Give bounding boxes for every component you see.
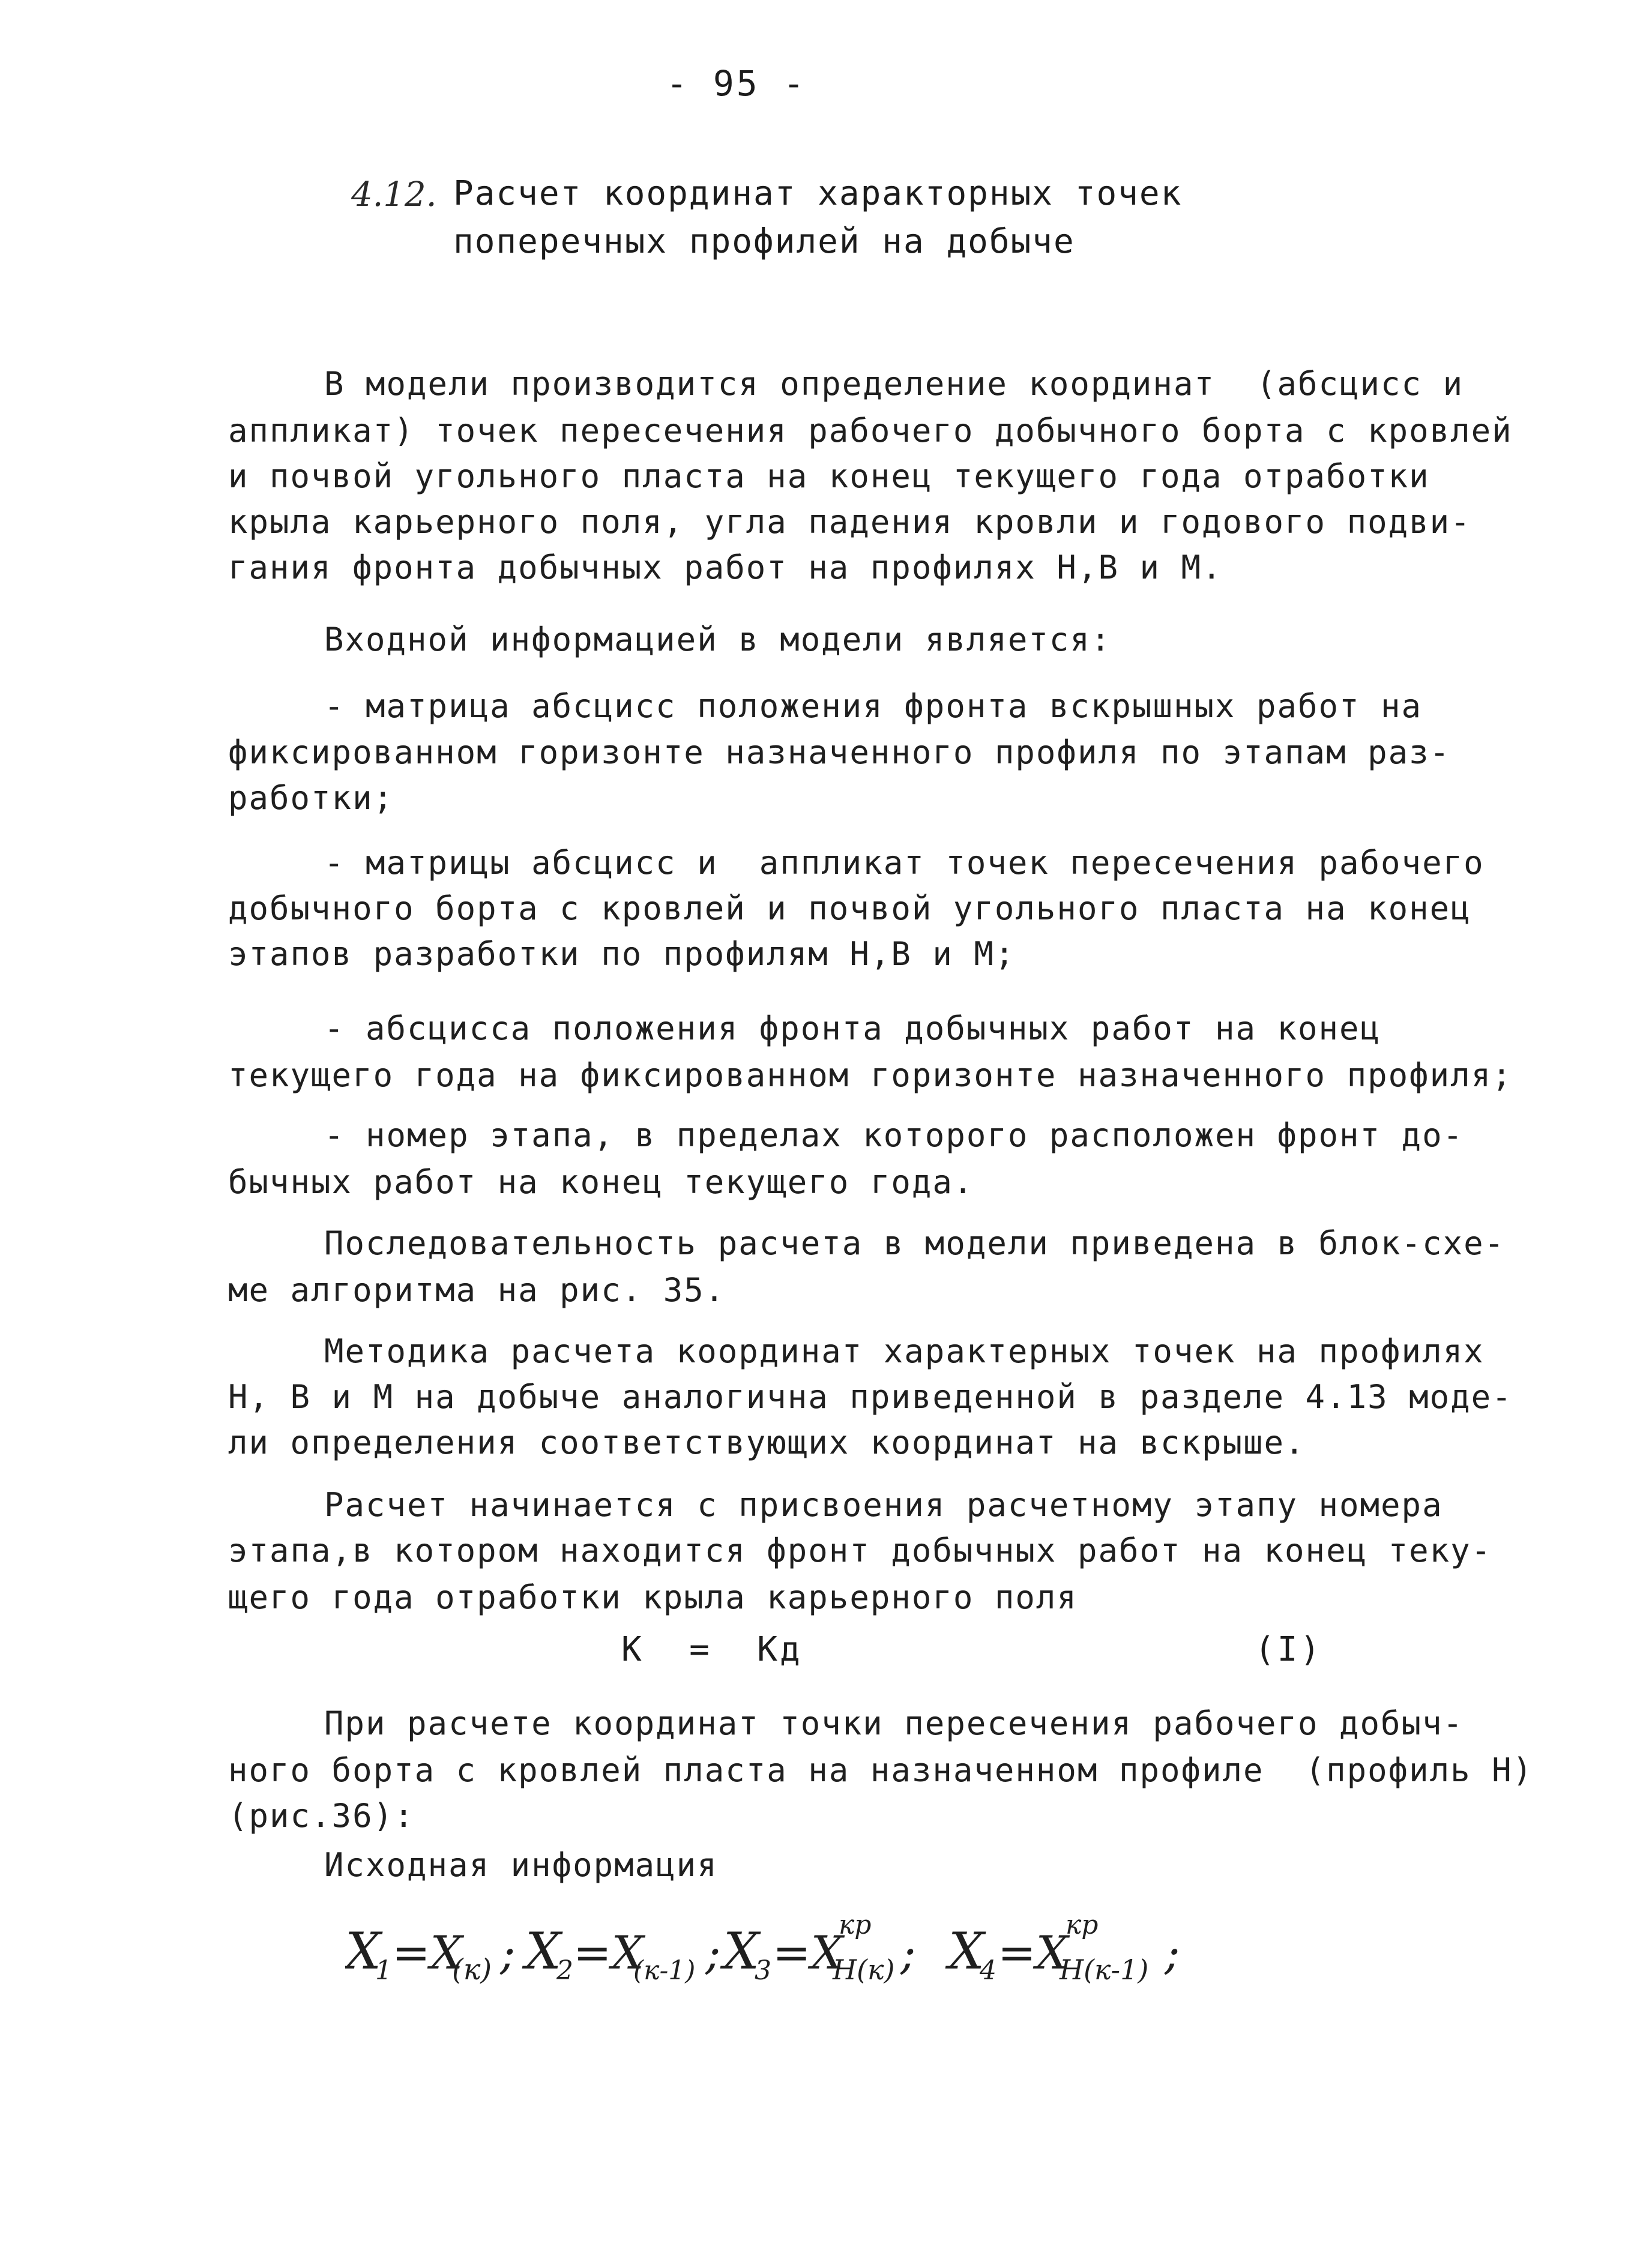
paragraph-10-line: (рис.36): xyxy=(228,1797,415,1835)
list-item-line: - матрица абсцисс положения фронта вскрышных работ на xyxy=(324,687,1423,725)
paragraph-9-line: щего года отработки крыла карьерного поля xyxy=(228,1578,1078,1616)
formula-sep: ; xyxy=(500,1926,516,1979)
formula-x2-rhs: =X xyxy=(573,1926,644,1979)
list-item-line: текущего года на фиксированном горизонте назначенного профиля; xyxy=(228,1056,1513,1094)
paragraph-9-line: этапа,в котором находится фронт добычных работ на конец теку- xyxy=(228,1532,1492,1569)
formula-x1: X xyxy=(345,1922,381,1981)
formula-x2-rhs-sub: (к-1) xyxy=(633,1955,696,1986)
list-item-line: работки; xyxy=(228,779,394,817)
section-title-line-2: поперечных профилей на добыче xyxy=(453,222,1075,261)
paragraph-10-line: ного борта с кровлей пласта на назначенном профиле (профиль Н) xyxy=(228,1751,1534,1789)
formula-x1-rhs: =X xyxy=(392,1926,463,1979)
paragraph-1-line: крыла карьерного поля, угла падения кровли и годового подви- xyxy=(228,503,1471,541)
paragraph-7-line: Последовательность расчета в модели приведена в блок-схе- xyxy=(324,1224,1506,1262)
formula-x2-sub: 2 xyxy=(556,1955,573,1986)
formula-x3-rhs: =X xyxy=(773,1926,843,1979)
formula-sep: ; xyxy=(1165,1926,1180,1979)
list-item-line: - матрицы абсцисс и аппликат точек пересечения рабочего xyxy=(324,844,1485,882)
list-item-line: - номер этапа, в пределах которого расположен фронт до- xyxy=(324,1116,1464,1154)
formula-x4-sub: 4 xyxy=(980,1955,996,1986)
list-item-line: этапов разработки по профилям Н,В и М; xyxy=(228,935,1016,973)
paragraph-8-line: ли определения соответствующих координат на вскрыше. xyxy=(228,1424,1306,1461)
paragraph-11-line: Исходная информация xyxy=(324,1846,718,1884)
formula-x1-rhs-sub: (к) xyxy=(452,1953,492,1987)
formula-x4-rhs-sub: Н(к-1) xyxy=(1060,1954,1149,1986)
paragraph-1-line: и почвой угольного пласта на конец текущего года отработки xyxy=(228,457,1430,495)
formula-x1-sub: 1 xyxy=(375,1955,392,1986)
list-item-line: бычных работ на конец текущего года. xyxy=(228,1163,974,1201)
handwritten-formula xyxy=(345,1909,1366,1999)
paragraph-1-line: гания фронта добычных работ на профилях Н,В и М. xyxy=(228,549,1223,586)
formula-k-equals-kd: К = Кд xyxy=(621,1630,803,1669)
section-number: 4.12. xyxy=(351,175,437,214)
formula-x4: X xyxy=(948,1922,984,1981)
list-item-line: фиксированном горизонте назначенного профиля по этапам раз- xyxy=(228,733,1451,771)
formula-x3-sub: 3 xyxy=(755,1955,771,1986)
formula-x2: X xyxy=(525,1922,561,1981)
paragraph-1-line: аппликат) точек пересечения рабочего добычного борта с кровлей xyxy=(228,412,1513,450)
page-number: - 95 - xyxy=(666,63,807,104)
paragraph-1-line: В модели производится определение координат (абсцисс и xyxy=(324,365,1464,403)
paragraph-8-line: Н, В и М на добыче аналогична приведенной в разделе 4.13 моде- xyxy=(228,1378,1513,1416)
formula-x3: X xyxy=(723,1922,759,1981)
paragraph-2-line: Входной информацией в модели является: xyxy=(324,621,1112,658)
section-title-line-1: Расчет координат характорных точек xyxy=(453,174,1183,213)
formula-sep: ; xyxy=(900,1926,916,1979)
formula-x4-rhs: =X xyxy=(998,1926,1069,1979)
list-item-line: - абсцисса положения фронта добычных работ на конец xyxy=(324,1009,1381,1047)
formula-sep: ; xyxy=(705,1926,721,1979)
paragraph-9-line: Расчет начинается с присвоения расчетному этапу номера xyxy=(324,1486,1443,1524)
paragraph-10-line: При расчете координат точки пересечения рабочего добыч- xyxy=(324,1704,1464,1742)
list-item-line: добычного борта с кровлей и почвой угольного пласта на конец xyxy=(228,889,1471,927)
formula-x3-rhs-sup: кр xyxy=(839,1910,872,1940)
formula-x3-rhs-sub: Н(к) xyxy=(833,1954,895,1986)
paragraph-7-line: ме алгоритма на рис. 35. xyxy=(228,1271,726,1309)
formula-number: (I) xyxy=(1255,1630,1323,1669)
formula-x4-rhs-sup: кр xyxy=(1066,1910,1099,1940)
paragraph-8-line: Методика расчета координат характерных точек на профилях xyxy=(324,1332,1485,1370)
